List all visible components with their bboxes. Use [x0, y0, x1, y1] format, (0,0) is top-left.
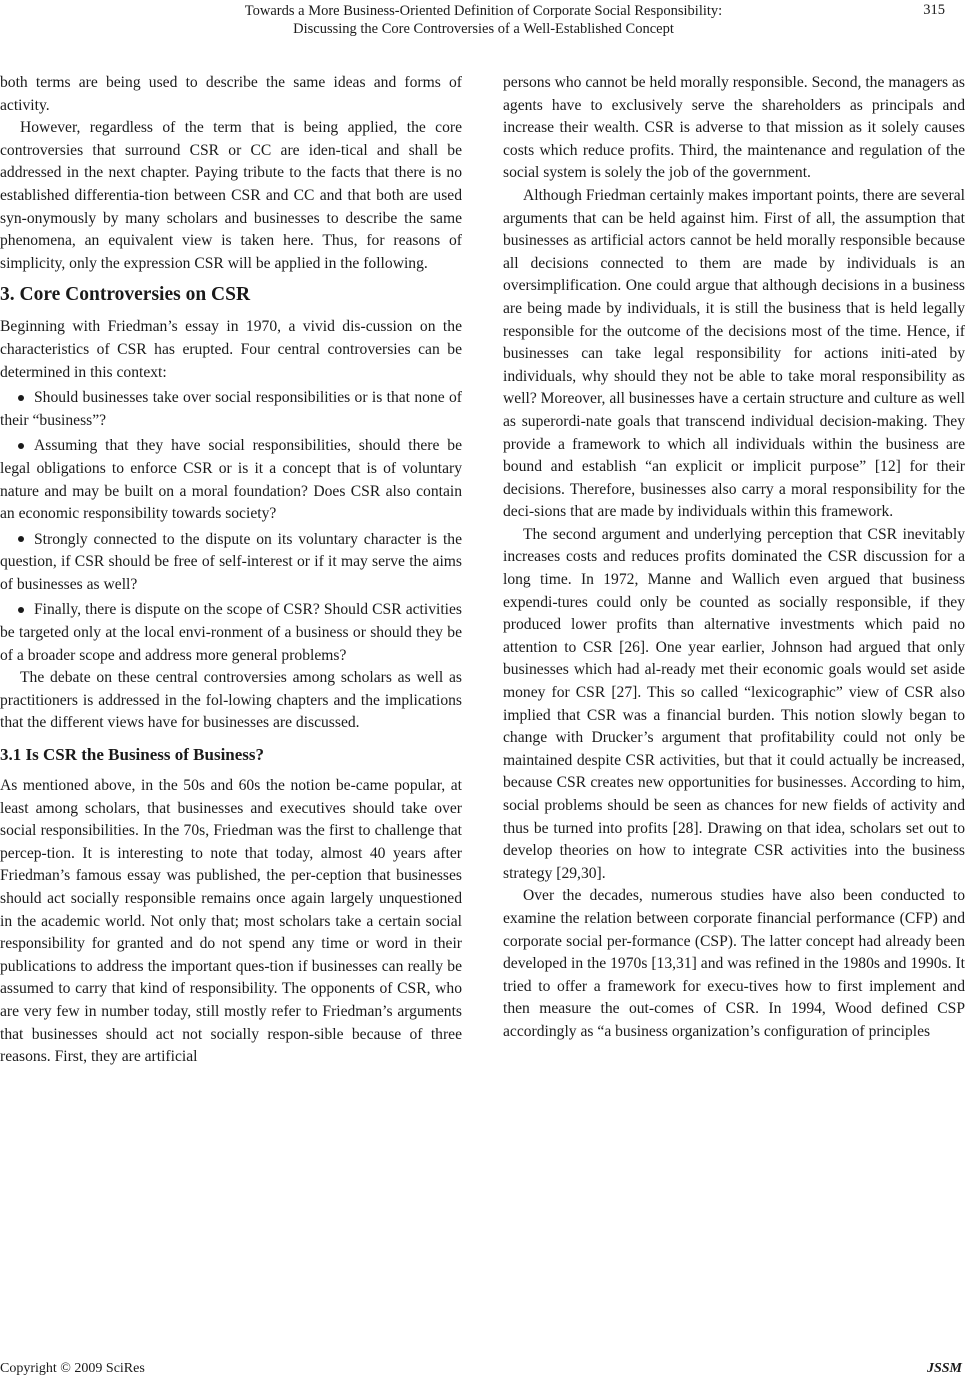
bullet-icon	[18, 395, 24, 401]
bullet-text: Finally, there is dispute on the scope of CSR? Should CSR activities be targeted only at the local envi-ronment of a business or should they be of a broader scope and address more general problems?	[0, 601, 462, 664]
paragraph: Over the decades, numerous studies have also been conducted to examine the relation between corporate financial performance (CFP) and corporate social per-formance (CSP). The latter concept had already been developed in the 1970s [13,31] and was refined in the 1980s and 1990s. It tried to offer a framework for execu-tives how to first implement and then measure the out-comes of CSR. In 1994, Wood defined CSP accordingly as “a business organization’s configuration of principles	[503, 887, 965, 1040]
bullet-item	[0, 387, 462, 432]
bullet-icon	[18, 443, 24, 449]
bullet-icon	[18, 536, 24, 542]
section-heading: 3. Core Controversies on CSR	[0, 284, 251, 306]
right-column	[503, 72, 965, 1044]
bullet-text: Assuming that they have social responsibilities, should there be legal obligations to enforce CSR or is it a concept that is of voluntary nature and may be built on a moral foundation? Does CSR also contain an economic responsibility towards society?	[0, 437, 462, 523]
paragraph: Although Friedman certainly makes important points, there are several arguments that can be held against him. First of all, the assumption that businesses as artificial actors cannot be held morally responsible because all decisions connected to them are made by individuals is an oversimplification. One could argue that although decisions in a business are being made by individuals, it is still the business that is held legally responsible for the outcome of the decisions most of the time. Hence, if businesses can take legal responsibility for actions initi-ated by individuals, why should they not be able to take moral responsibility as well? Moreover, all businesses have a certain structure and culture as well as superordi-nate goals that transcend individual decision-making. They provide a framework to which all individuals within the business are bound and establish “an explicit or implicit purpose” [12] for their decisions. Therefore, businesses also carry a moral responsibility for the deci-sions that are made by individuals within this framework.	[503, 186, 965, 521]
bullet-icon	[18, 607, 24, 613]
header-title-line2: Discussing the Core Controversies of a Well-Established Concept	[293, 21, 674, 37]
page-number: 315	[923, 2, 945, 18]
journal-abbreviation: JSSM	[926, 1361, 962, 1376]
running-header	[0, 2, 967, 38]
paragraph: persons who cannot be held morally responsible. Second, the managers as agents have to exclusively serve the shareholders as principals and increase their wealth. CSR is adverse to that mission as it solely causes costs which reduce profits. Third, the maintenance and regulation of the social system is solely the job of the government.	[503, 74, 965, 182]
header-title-line1: Towards a More Business-Oriented Definition of Corporate Social Responsibility:	[244, 3, 723, 19]
bullet-item	[0, 599, 462, 667]
paragraph: As mentioned above, in the 50s and 60s the notion be-came popular, at least among scholars, that businesses and executives should take over social responsibilities. In the 70s, Friedman was the first to challenge that percep-tion. It is interesting to note that today, almost 40 years after Friedman’s famous essay was published, the per-ception that businesses should act socially responsible remains once again largely unquestioned in the academic world. Not only that; most scholars take a certain social responsibility for granted and do not spend any time or word in their publications to address the important ques-tion if businesses can really be assumed to carry that kind of responsibility. The opponents of CSR, who are very few in number today, still mostly refer to Friedman’s arguments that businesses should act not socially respon-sible because of three reasons. First, they are artificial	[0, 777, 462, 1066]
bullet-text: Should businesses take over social responsibilities or is that none of their “business”?	[0, 389, 462, 429]
subsection-heading: 3.1 Is CSR the Business of Business?	[0, 745, 265, 765]
bullet-text: Strongly connected to the dispute on its voluntary character is the question, if CSR should be free of self-interest or if it may serve the aims of businesses as well?	[0, 530, 462, 593]
bullet-item	[0, 529, 462, 597]
left-column	[0, 72, 462, 1069]
paragraph: The debate on these central controversies among scholars as well as practitioners is addressed in the fol-lowing chapters and the implications that the different views have for businesses are discussed.	[0, 669, 462, 732]
paragraph: Beginning with Friedman’s essay in 1970, a vivid dis-cussion on the characteristics of CSR has erupted. Four central controversies can be determined in this context:	[0, 318, 462, 381]
copyright-notice: Copyright © 2009 SciRes	[0, 1361, 145, 1376]
paragraph: both terms are being used to describe the same ideas and forms of activity.	[0, 74, 462, 114]
paragraph: The second argument and underlying perception that CSR inevitably increases costs and reduces profits dominated the CSR discussion for a long time. In 1972, Manne and Wallich even argued that business expendi-tures could only be counted as socially responsible, if they produced lower profits than alternative investments which paid no attention to CSR [26]. One year earlier, Johnson had argued that only businesses which had al-ready met their economic goals would set aside money for CSR [27]. This so called “lexicographic” view of CSR also implied that CSR was a financial burden. This notion slowly began to change with Drucker’s argument that profitability could not only be maintained despite CSR activities, but that it could actually be increased, because CSR creates new opportunities for businesses. According to him, social problems should be seen as chances for new fields of activity and thus be turned into profits [28]. Drawing on that idea, scholars set out to develop theories on how to integrate CSR activities into the business strategy [29,30].	[503, 525, 965, 882]
bullet-item	[0, 435, 462, 525]
paragraph: However, regardless of the term that is being applied, the core controversies that surround CSR or CC are iden-tical and shall be addressed in the next chapter. Paying tribute to the facts that there is no established differentia-tion between CSR and CC and that both are used syn-onymously by many scholars and businesses to describe the same phenomena, an equivalent view is taken here. Thus, for reasons of simplicity, only the expression CSR will be applied in the following.	[0, 119, 462, 272]
